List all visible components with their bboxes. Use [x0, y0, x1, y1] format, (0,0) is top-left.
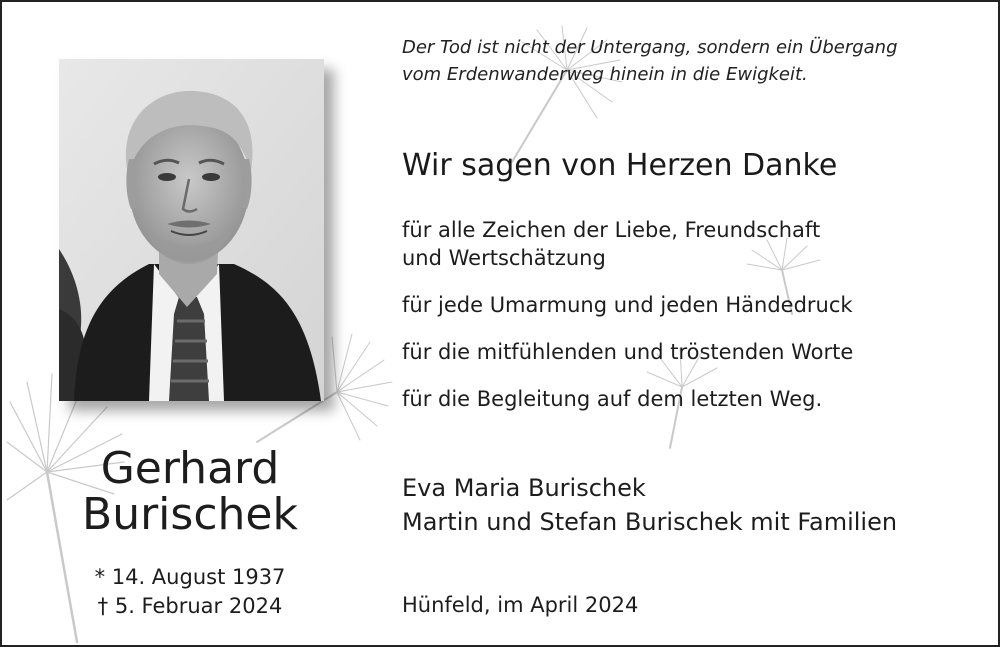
family-line: Martin und Stefan Burischek mit Familien — [402, 508, 898, 536]
birth-date: * 14. August 1937 — [94, 565, 286, 589]
thanks-item: für jede Umarmung und jeden Händedruck — [402, 293, 853, 317]
last-name: Burischek — [82, 489, 298, 540]
motto-line: vom Erdenwanderweg hinein in die Ewigkeit. — [402, 64, 808, 85]
portrait-image — [59, 59, 324, 401]
thanks-item: für die mitfühlenden und tröstenden Worte — [402, 340, 854, 364]
thanks-item: für die Begleitung auf dem letzten Weg. — [402, 387, 823, 411]
life-dates — [40, 563, 340, 621]
first-name: Gerhard — [100, 443, 280, 494]
place-date: Hünfeld, im April 2024 — [402, 593, 639, 617]
headline: Wir sagen von Herzen Danke — [402, 148, 838, 183]
motto-line: Der Tod ist nicht der Untergang, sondern ein Übergang — [402, 37, 898, 58]
family-line: Eva Maria Burischek — [402, 474, 646, 502]
thanks-list — [402, 216, 962, 432]
family-signature — [402, 471, 897, 539]
thanks-item-line: für alle Zeichen der Liebe, Freundschaft — [402, 218, 821, 242]
death-date: † 5. Februar 2024 — [97, 594, 283, 618]
portrait-photo — [59, 59, 324, 401]
thanks-item — [402, 216, 962, 272]
deceased-name — [40, 443, 340, 540]
motto-quote — [402, 34, 982, 88]
thanks-item-line: und Wertschätzung — [402, 246, 606, 270]
